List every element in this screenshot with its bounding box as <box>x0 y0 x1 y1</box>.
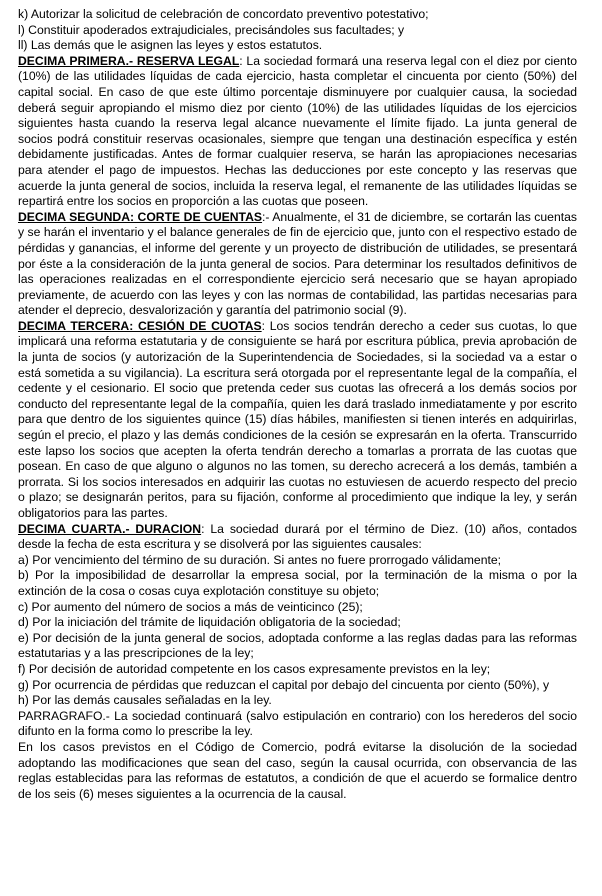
document-page <box>18 7 577 802</box>
paragrafo: PARRAGRAFO.- La sociedad continuará (salvo estipulación en contrario) con los herederos del socio difunto en la forma como lo prescribe la ley. <box>18 708 577 739</box>
closing-paragraph: En los casos previstos en el Código de Comercio, podrá evitarse la disolución de la sociedad adoptando las modificaciones que sean del caso, según la causal ocurrida, con observancia de las reglas establecidas para las reformas de estatutos, a condición de que el acuerdo se formalice dentro de los seis (6) meses siguientes a la ocurrencia de la causal. <box>18 739 577 801</box>
list-item-c: c) Por aumento del número de socios a más de veinticinco (25); <box>18 599 363 614</box>
clause-body: : Los socios tendrán derecho a ceder sus cuotas, lo que implicará una reforma estatutaria y de consiguiente se hará por escritura pública, previa aprobación de la junta de socios (y autorización de la Superintendencia de Sociedades, si la sociedad va a estar o está sometida a su vigilancia). La escritura será otorgada por el representante legal de la compañía, el cedente y el cesionario. El socio que pretenda ceder sus cuotas las ofrecerá a los demás socios por conducto del representante legal de la compañía, quien les dará traslado inmediatamente y por escrito para que dentro de los siguientes quince (15) días hábiles, manifiesten si tienen interés en adquirirlas, según el precio, el plazo y las demás condiciones de la cesión se expresarán en la oferta. Transcurrido este lapso los socios que acepten la oferta tendrán derecho a tomarlas a prorrata de las cuotas que posean. En caso de que alguno o algunos no las tomen, su derecho acrecerá a los demás, también a prorrata. Si los socios interesados en adquirir las cuotas no estuviesen de acuerdo respecto del precio o plazo; se designarán peritos, para su fijación, conforme al procedimiento que indique la ley, y serán obligatorios para las partes. <box>18 318 577 520</box>
clause-decima-segunda <box>18 210 577 319</box>
list-item-e: e) Por decisión de la junta general de socios, adoptada conforme a las reglas dadas para las reformas estatutarias y a las prescripciones de la ley; <box>18 630 577 661</box>
list-item-g: g) Por ocurrencia de pérdidas que reduzcan el capital por debajo del cincuenta por ciento (50%), y <box>18 677 550 692</box>
clause-body: : La sociedad formará una reserva legal con el diez por ciento (10%) de las utilidades líquidas de cada ejercicio, hasta completar el cincuenta por ciento (50%) del capital social. En caso de que este último porcentaje disminuyere por cualquier causa, la sociedad deberá seguir apropiando el mismo diez por ciento (10%) de las utilidades líquidas de los ejercicios siguientes hasta cuando la reserva legal alcance nuevamente el límite fijado. La junta general de socios podrá constituir reservas ocasionales, siempre que tengan una destinación específica y estén debidamente justificadas. Antes de formar cualquier reserva, se harán las apropiaciones necesarias para atender el pago de impuestos. Hechas las deducciones por este concepto y las reservas que acuerde la junta general de socios, incluida la reserva legal, el remanente de las utilidades líquidas se repartirá entre los socios en proporción a las cuotas que poseen. <box>18 53 577 209</box>
clause-heading: DECIMA SEGUNDA: CORTE DE CUENTAS <box>18 209 263 224</box>
list-item-a: a) Por vencimiento del término de su duración. Si antes no fuere prorrogado válidamente; <box>18 552 502 567</box>
list-item-h: h) Por las demás causales señaladas en la ley. <box>18 693 272 708</box>
clause-heading: DECIMA PRIMERA.- RESERVA LEGAL <box>18 53 240 68</box>
list-item-d: d) Por la iniciación del trámite de liquidación obligatoria de la sociedad; <box>18 615 401 630</box>
list-item-b: b) Por la imposibilidad de desarrollar la empresa social, por la terminación de la misma o por la extinción de la cosa o cosas cuya explotación constituye su objeto; <box>18 568 577 598</box>
clause-heading: DECIMA TERCERA: CESIÓN DE CUOTAS <box>18 318 262 333</box>
clause-decima-primera <box>18 54 577 210</box>
list-item-ll: ll) Las demás que le asignen las leyes y estos estatutos. <box>18 38 323 53</box>
clause-decima-tercera <box>18 319 577 522</box>
list-item-l: l) Constituir apoderados extrajudiciales, precisándoles sus facultades; y <box>18 22 405 37</box>
list-item-k: k) Autorizar la solicitud de celebración de concordato preventivo potestativo; <box>18 7 429 21</box>
clause-body: : La sociedad durará por el término de Diez. (10) años, contados desde la fecha de esta escritura y se disolverá por las siguientes causales: <box>18 521 577 552</box>
clause-heading: DECIMA CUARTA.- DURACION <box>18 521 202 536</box>
clause-decima-cuarta <box>18 522 577 553</box>
list-item-f: f) Por decisión de autoridad competente en los casos expresamente previstos en la ley; <box>18 661 491 676</box>
clause-body: :- Anualmente, el 31 de diciembre, se cortarán las cuentas y se harán el inventario y el balance generales de fin de ejercicio que, junto con el respectivo estado de pérdidas y ganancias, el informe del gerente y un proyecto de distribución de utilidades, se presentará por éste a la consideración de la junta general de socios. Para determinar los resultados definitivos de las operaciones realizadas en el correspondiente ejercicio será necesario que se hayan apropiado previamente, de acuerdo con las leyes y con las normas de contabilidad, las partidas necesarias para atender el deprecio, desvalorización y garantía del patrimonio social (9). <box>18 209 577 318</box>
